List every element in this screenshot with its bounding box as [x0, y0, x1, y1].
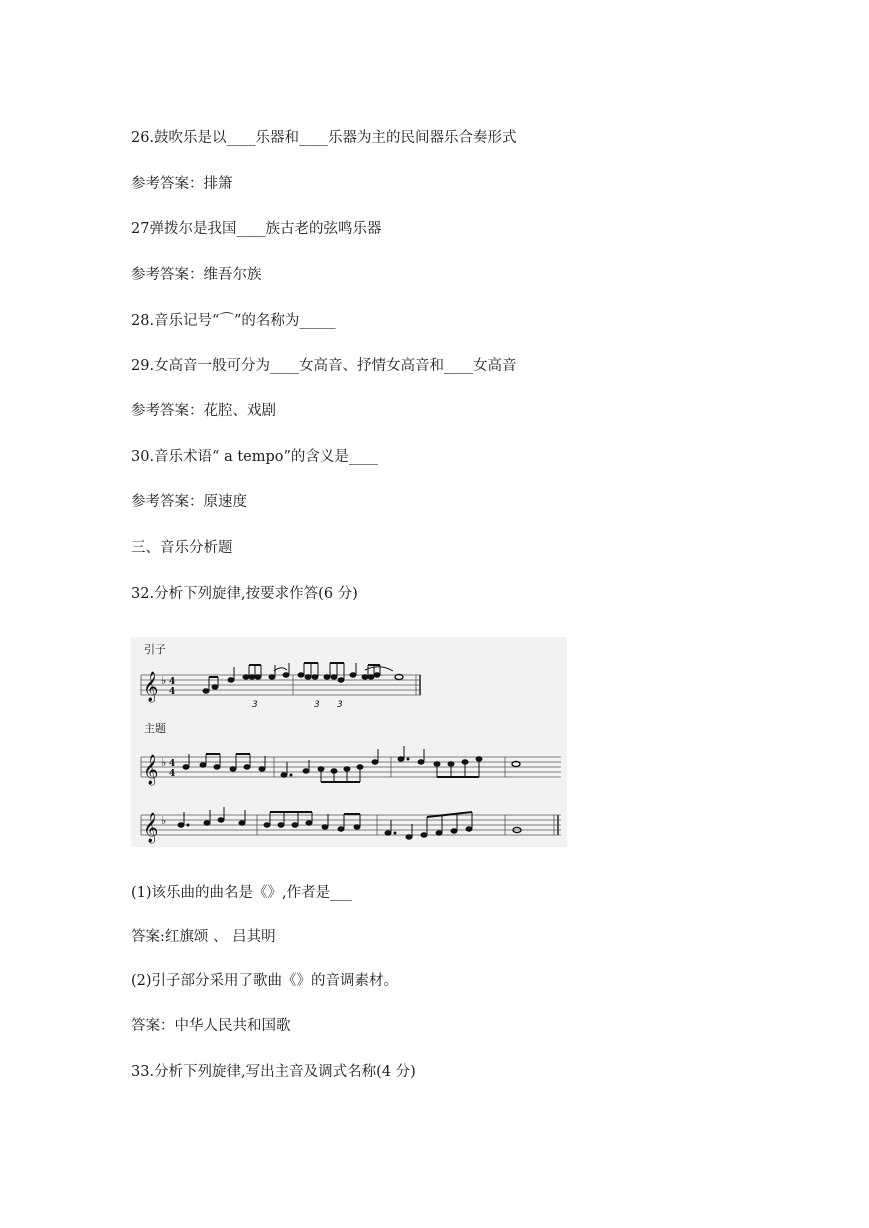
- triplet-mark: 3: [252, 700, 258, 710]
- question-32-part-2: (2)引子部分采用了歌曲《》的音调素材。: [131, 973, 399, 989]
- triplet-marks: [252, 700, 343, 710]
- theme-notes-1: [143, 746, 520, 786]
- svg-text:4: 4: [169, 759, 176, 769]
- question-27: 27弹拨尔是我国____族古老的弦鸣乐器: [131, 221, 382, 237]
- answer-29: 参考答案：花腔、戏剧: [131, 403, 276, 419]
- triplet-mark: 3: [337, 700, 343, 710]
- svg-text:♭: ♭: [161, 756, 167, 769]
- svg-text:♭: ♭: [161, 814, 167, 827]
- svg-text:4: 4: [169, 687, 176, 697]
- section-heading: 三、音乐分析题: [131, 540, 233, 556]
- score-staves: [131, 637, 567, 847]
- question-28: 28.音乐记号“⌒”的名称为_____: [131, 313, 336, 329]
- question-32-part-1: (1)该乐曲的曲名是《》,作者是___: [131, 885, 352, 901]
- theme-notes-2: [143, 807, 521, 844]
- question-33: 33.分析下列旋律,写出主音及调式名称(4 分): [131, 1064, 416, 1080]
- answer-32-part-1: 答案:红旗颂 、 吕其明: [131, 929, 276, 945]
- question-32: 32.分析下列旋律,按要求作答(6 分): [131, 586, 358, 602]
- answer-27: 参考答案：维吾尔族: [131, 267, 262, 283]
- svg-text:𝄞: 𝄞: [143, 813, 159, 843]
- intro-notes: [143, 663, 403, 703]
- svg-text:4: 4: [169, 677, 176, 687]
- answer-26: 参考答案：排箫: [131, 176, 233, 192]
- svg-text:♭: ♭: [161, 674, 167, 687]
- intro-label: 引子: [144, 643, 166, 656]
- svg-text:𝄞: 𝄞: [143, 755, 159, 785]
- answer-30: 参考答案：原速度: [131, 494, 247, 510]
- theme-staff-2: [141, 815, 561, 835]
- svg-text:𝄞: 𝄞: [143, 672, 159, 702]
- triplet-mark: 3: [314, 700, 320, 710]
- intro-staff: [141, 675, 421, 695]
- answer-32-part-2: 答案：中华人民共和国歌: [131, 1018, 291, 1034]
- question-30: 30.音乐术语“ a tempo”的含义是____: [131, 449, 378, 465]
- music-score-image: [131, 637, 567, 847]
- question-29: 29.女高音一般可分为____女高音、抒情女高音和____女高音: [131, 358, 517, 374]
- theme-label: 主题: [144, 722, 166, 735]
- question-26: 26.鼓吹乐是以____乐器和____乐器为主的民间器乐合奏形式: [131, 130, 517, 146]
- svg-text:4: 4: [169, 769, 176, 779]
